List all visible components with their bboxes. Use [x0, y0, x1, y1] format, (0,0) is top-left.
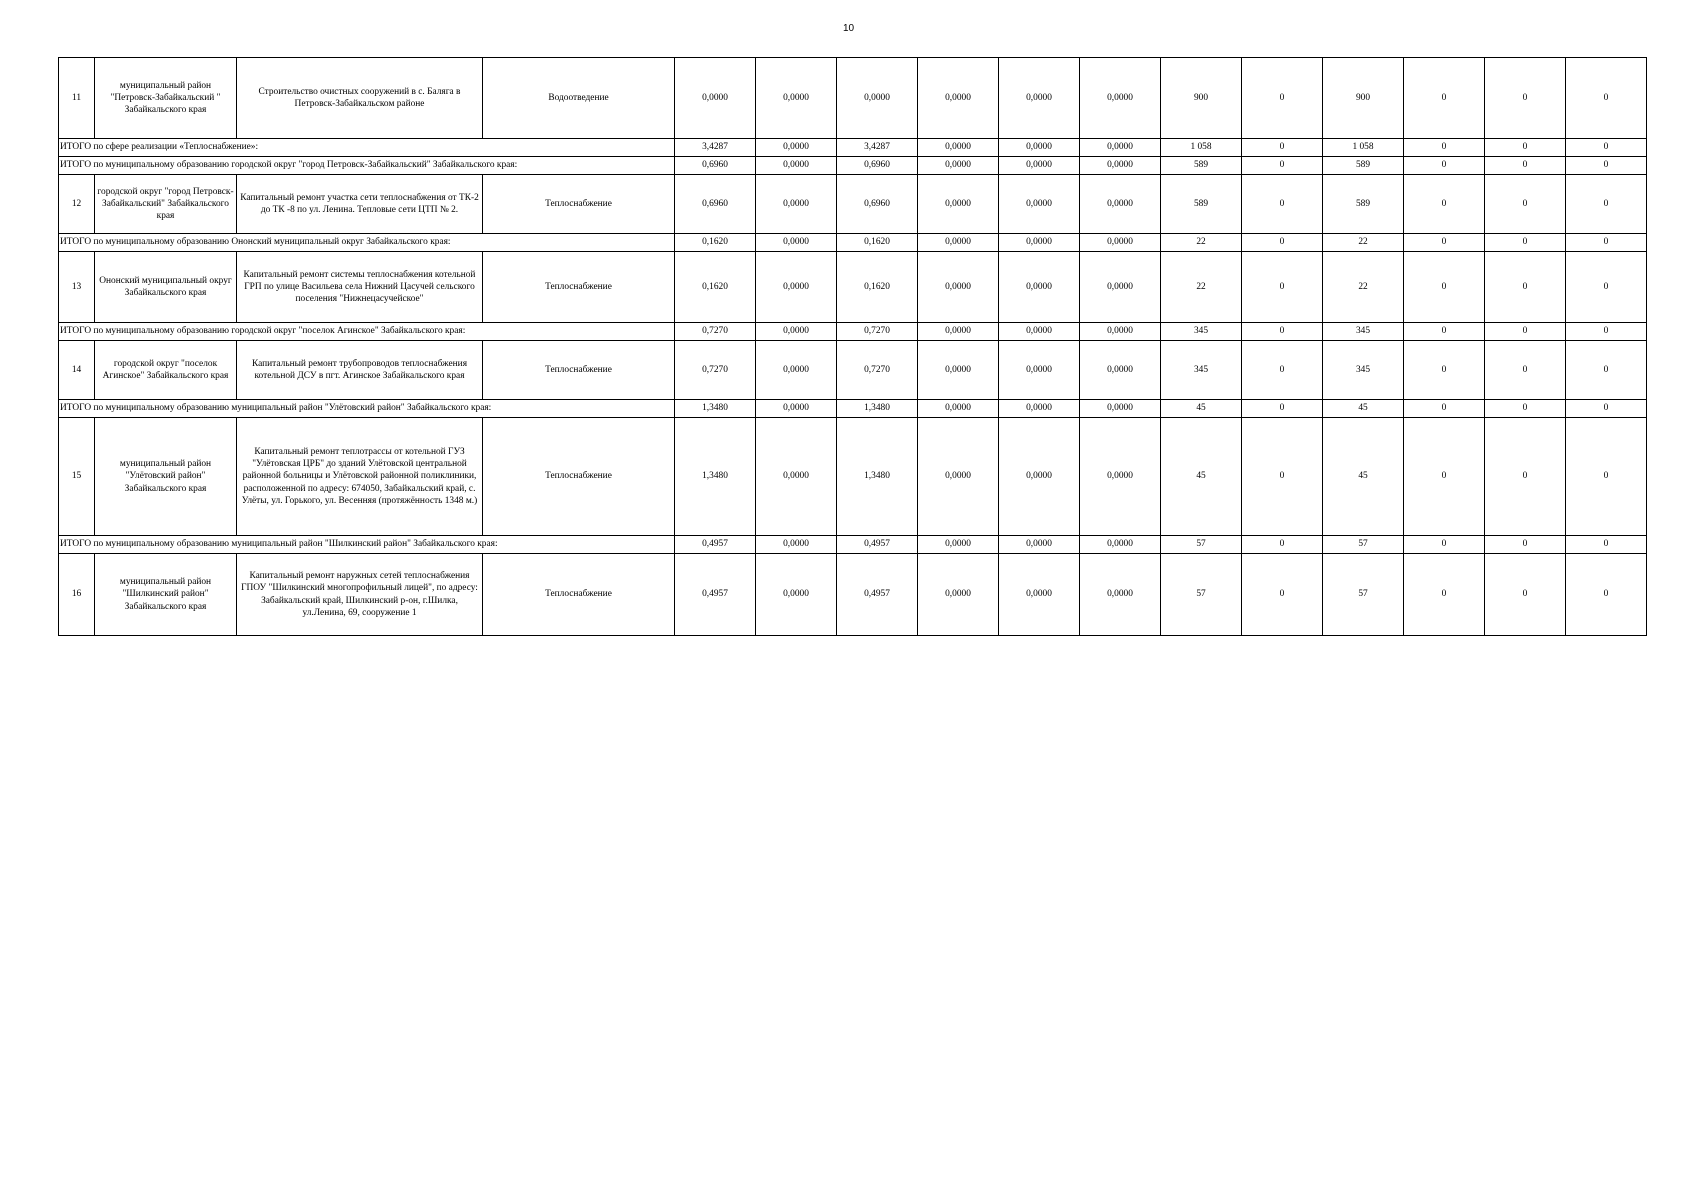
value-cell: 0: [1566, 400, 1647, 418]
table-row: [59, 175, 1647, 234]
value-cell: 0: [1404, 139, 1485, 157]
value-cell: 0,0000: [756, 157, 837, 175]
value-cell: 57: [1161, 536, 1242, 554]
municipality-cell: Ононский муниципальный округ Забайкальского края: [95, 252, 237, 323]
value-cell: 0: [1404, 323, 1485, 341]
municipality-cell: муниципальный район "Улётовский район" Забайкальского края: [95, 418, 237, 536]
value-cell: 0,0000: [1080, 418, 1161, 536]
value-cell: 0,0000: [918, 175, 999, 234]
value-cell: 0,4957: [675, 554, 756, 636]
row-number: 15: [59, 418, 95, 536]
value-cell: 0: [1566, 139, 1647, 157]
value-cell: 0,0000: [999, 58, 1080, 139]
value-cell: 0,0000: [999, 157, 1080, 175]
value-cell: 0: [1566, 341, 1647, 400]
value-cell: 0,0000: [999, 139, 1080, 157]
value-cell: 0,1620: [837, 252, 918, 323]
value-cell: 0: [1242, 418, 1323, 536]
table-body: [59, 58, 1647, 636]
value-cell: 1 058: [1161, 139, 1242, 157]
value-cell: 0: [1566, 58, 1647, 139]
summary-row: [59, 157, 1647, 175]
value-cell: 1,3480: [675, 400, 756, 418]
value-cell: 0: [1566, 175, 1647, 234]
value-cell: 0: [1404, 175, 1485, 234]
project-cell: Капитальный ремонт теплотрассы от котельной ГУЗ "Улётовская ЦРБ" до зданий Улётовской центральной районной больницы и Улётовской районной поликлиники, расположенной по адресу: 674050, Забайкальский край, с. Улёты, ул. Горького, ул. Весенняя (протяжённость 1348 м.): [237, 418, 483, 536]
value-cell: 0,0000: [1080, 536, 1161, 554]
value-cell: 0,0000: [918, 234, 999, 252]
value-cell: 0: [1485, 157, 1566, 175]
value-cell: 3,4287: [837, 139, 918, 157]
value-cell: 0,0000: [999, 252, 1080, 323]
value-cell: 0: [1404, 234, 1485, 252]
value-cell: 900: [1323, 58, 1404, 139]
value-cell: 0: [1404, 536, 1485, 554]
project-cell: Капитальный ремонт участка сети теплоснабжения от ТК-2 до ТК -8 по ул. Ленина. Тепловые сети ЦТП № 2.: [237, 175, 483, 234]
value-cell: 0: [1485, 252, 1566, 323]
value-cell: 0,0000: [999, 400, 1080, 418]
value-cell: 0: [1242, 175, 1323, 234]
value-cell: 0,0000: [918, 157, 999, 175]
value-cell: 1 058: [1323, 139, 1404, 157]
value-cell: 0: [1566, 554, 1647, 636]
summary-row: [59, 400, 1647, 418]
value-cell: 1,3480: [837, 400, 918, 418]
sphere-cell: Водоотведение: [483, 58, 675, 139]
value-cell: 0: [1404, 341, 1485, 400]
value-cell: 0,0000: [999, 554, 1080, 636]
value-cell: 0,0000: [1080, 252, 1161, 323]
value-cell: 57: [1323, 554, 1404, 636]
value-cell: 0,0000: [756, 400, 837, 418]
value-cell: 0,0000: [918, 536, 999, 554]
value-cell: 0,0000: [999, 341, 1080, 400]
value-cell: 0: [1485, 234, 1566, 252]
summary-label: ИТОГО по муниципальному образованию муниципальный район "Улётовский район" Забайкальского края:: [59, 400, 675, 418]
value-cell: 0: [1485, 175, 1566, 234]
value-cell: 0: [1242, 58, 1323, 139]
value-cell: 0,0000: [756, 58, 837, 139]
value-cell: 0,4957: [675, 536, 756, 554]
value-cell: 0,4957: [837, 554, 918, 636]
value-cell: 0: [1404, 554, 1485, 636]
value-cell: 0,0000: [675, 58, 756, 139]
summary-row: [59, 234, 1647, 252]
value-cell: 0,0000: [918, 554, 999, 636]
value-cell: 589: [1161, 175, 1242, 234]
value-cell: 0: [1242, 252, 1323, 323]
value-cell: 1,3480: [675, 418, 756, 536]
value-cell: 0: [1566, 252, 1647, 323]
value-cell: 3,4287: [675, 139, 756, 157]
value-cell: 0,0000: [918, 139, 999, 157]
table-row: [59, 341, 1647, 400]
value-cell: 57: [1161, 554, 1242, 636]
value-cell: 0,0000: [756, 554, 837, 636]
value-cell: 0,0000: [756, 341, 837, 400]
municipality-cell: городской округ "поселок Агинское" Забайкальского края: [95, 341, 237, 400]
value-cell: 0,0000: [756, 234, 837, 252]
value-cell: 0: [1242, 323, 1323, 341]
value-cell: 0,0000: [918, 58, 999, 139]
summary-row: [59, 323, 1647, 341]
value-cell: 0: [1404, 400, 1485, 418]
summary-row: [59, 536, 1647, 554]
summary-label: ИТОГО по сфере реализации «Теплоснабжение»:: [59, 139, 675, 157]
value-cell: 0: [1485, 554, 1566, 636]
sphere-cell: Теплоснабжение: [483, 175, 675, 234]
value-cell: 0: [1242, 400, 1323, 418]
value-cell: 0,0000: [756, 536, 837, 554]
value-cell: 22: [1323, 234, 1404, 252]
value-cell: 0,0000: [1080, 323, 1161, 341]
row-number: 11: [59, 58, 95, 139]
value-cell: 589: [1161, 157, 1242, 175]
value-cell: 0,0000: [837, 58, 918, 139]
value-cell: 57: [1323, 536, 1404, 554]
value-cell: 0,0000: [1080, 554, 1161, 636]
value-cell: 45: [1323, 400, 1404, 418]
value-cell: 0: [1404, 58, 1485, 139]
value-cell: 0,0000: [1080, 234, 1161, 252]
value-cell: 22: [1161, 234, 1242, 252]
value-cell: 0,6960: [837, 175, 918, 234]
value-cell: 0,0000: [918, 418, 999, 536]
value-cell: 0,0000: [999, 234, 1080, 252]
row-number: 14: [59, 341, 95, 400]
summary-row: [59, 139, 1647, 157]
project-cell: Строительство очистных сооружений в с. Баляга в Петровск-Забайкальском районе: [237, 58, 483, 139]
value-cell: 22: [1323, 252, 1404, 323]
value-cell: 0,6960: [675, 175, 756, 234]
value-cell: 0,0000: [918, 400, 999, 418]
value-cell: 0: [1242, 234, 1323, 252]
value-cell: 0: [1485, 323, 1566, 341]
value-cell: 0,0000: [756, 418, 837, 536]
row-number: 16: [59, 554, 95, 636]
municipality-cell: городской округ "город Петровск-Забайкальский" Забайкальского края: [95, 175, 237, 234]
value-cell: 900: [1161, 58, 1242, 139]
value-cell: 0: [1242, 536, 1323, 554]
value-cell: 0,0000: [1080, 341, 1161, 400]
value-cell: 345: [1161, 341, 1242, 400]
value-cell: 0: [1242, 157, 1323, 175]
value-cell: 0,0000: [1080, 139, 1161, 157]
municipality-cell: муниципальный район "Петровск-Забайкальский " Забайкальского края: [95, 58, 237, 139]
value-cell: 0: [1566, 323, 1647, 341]
project-cell: Капитальный ремонт наружных сетей теплоснабжения ГПОУ "Шилкинский многопрофильный лицей", по адресу: Забайкальский край, Шилкинский р-он, г.Шилка, ул.Ленина, 69, сооружение 1: [237, 554, 483, 636]
value-cell: 0,0000: [1080, 175, 1161, 234]
municipality-cell: муниципальный район "Шилкинский район" Забайкальского края: [95, 554, 237, 636]
value-cell: 589: [1323, 157, 1404, 175]
value-cell: 0,1620: [837, 234, 918, 252]
value-cell: 0,0000: [756, 323, 837, 341]
value-cell: 0,1620: [675, 234, 756, 252]
value-cell: 0: [1404, 418, 1485, 536]
summary-label: ИТОГО по муниципальному образованию Ононский муниципальный округ Забайкальского края:: [59, 234, 675, 252]
value-cell: 1,3480: [837, 418, 918, 536]
value-cell: 345: [1323, 341, 1404, 400]
value-cell: 0,7270: [837, 323, 918, 341]
value-cell: 0,0000: [999, 323, 1080, 341]
value-cell: 45: [1161, 400, 1242, 418]
value-cell: 0,0000: [999, 536, 1080, 554]
value-cell: 0,1620: [675, 252, 756, 323]
sphere-cell: Теплоснабжение: [483, 554, 675, 636]
summary-label: ИТОГО по муниципальному образованию городской округ "поселок Агинское" Забайкальского края:: [59, 323, 675, 341]
value-cell: 0,6960: [837, 157, 918, 175]
value-cell: 22: [1161, 252, 1242, 323]
value-cell: 0: [1242, 341, 1323, 400]
value-cell: 0: [1242, 139, 1323, 157]
value-cell: 0,0000: [756, 139, 837, 157]
sphere-cell: Теплоснабжение: [483, 418, 675, 536]
value-cell: 0: [1404, 157, 1485, 175]
value-cell: 0,7270: [837, 341, 918, 400]
program-table: [58, 57, 1647, 636]
value-cell: 345: [1161, 323, 1242, 341]
value-cell: 0,0000: [1080, 157, 1161, 175]
value-cell: 0: [1566, 418, 1647, 536]
value-cell: 0: [1485, 536, 1566, 554]
value-cell: 0: [1566, 157, 1647, 175]
value-cell: 0,0000: [999, 175, 1080, 234]
value-cell: 0: [1566, 234, 1647, 252]
value-cell: 45: [1323, 418, 1404, 536]
value-cell: 345: [1323, 323, 1404, 341]
value-cell: 0,0000: [756, 252, 837, 323]
value-cell: 589: [1323, 175, 1404, 234]
value-cell: 0,4957: [837, 536, 918, 554]
page-number: 10: [842, 23, 855, 34]
row-number: 12: [59, 175, 95, 234]
value-cell: 0: [1485, 418, 1566, 536]
value-cell: 0,0000: [918, 252, 999, 323]
value-cell: 0,7270: [675, 323, 756, 341]
sphere-cell: Теплоснабжение: [483, 341, 675, 400]
table-row: [59, 58, 1647, 139]
value-cell: 0: [1485, 341, 1566, 400]
value-cell: 0: [1485, 139, 1566, 157]
table-row: [59, 554, 1647, 636]
table-row: [59, 252, 1647, 323]
value-cell: 0,7270: [675, 341, 756, 400]
value-cell: 0: [1566, 536, 1647, 554]
row-number: 13: [59, 252, 95, 323]
value-cell: 0,0000: [918, 341, 999, 400]
value-cell: 0,0000: [999, 418, 1080, 536]
project-cell: Капитальный ремонт трубопроводов теплоснабжения котельной ДСУ в пгт. Агинское Забайкальского края: [237, 341, 483, 400]
value-cell: 0,0000: [1080, 400, 1161, 418]
value-cell: 0,0000: [1080, 58, 1161, 139]
value-cell: 0,0000: [756, 175, 837, 234]
summary-label: ИТОГО по муниципальному образованию муниципальный район "Шилкинский район" Забайкальского края:: [59, 536, 675, 554]
value-cell: 0: [1485, 58, 1566, 139]
value-cell: 0: [1242, 554, 1323, 636]
value-cell: 0: [1404, 252, 1485, 323]
table-row: [59, 418, 1647, 536]
value-cell: 45: [1161, 418, 1242, 536]
summary-label: ИТОГО по муниципальному образованию городской округ "город Петровск-Забайкальский" Забайкальского края:: [59, 157, 675, 175]
value-cell: 0,6960: [675, 157, 756, 175]
project-cell: Капитальный ремонт системы теплоснабжения котельной ГРП по улице Васильева села Нижний Цасучей сельского поселения "Нижнецасучейское": [237, 252, 483, 323]
sphere-cell: Теплоснабжение: [483, 252, 675, 323]
value-cell: 0,0000: [918, 323, 999, 341]
value-cell: 0: [1485, 400, 1566, 418]
